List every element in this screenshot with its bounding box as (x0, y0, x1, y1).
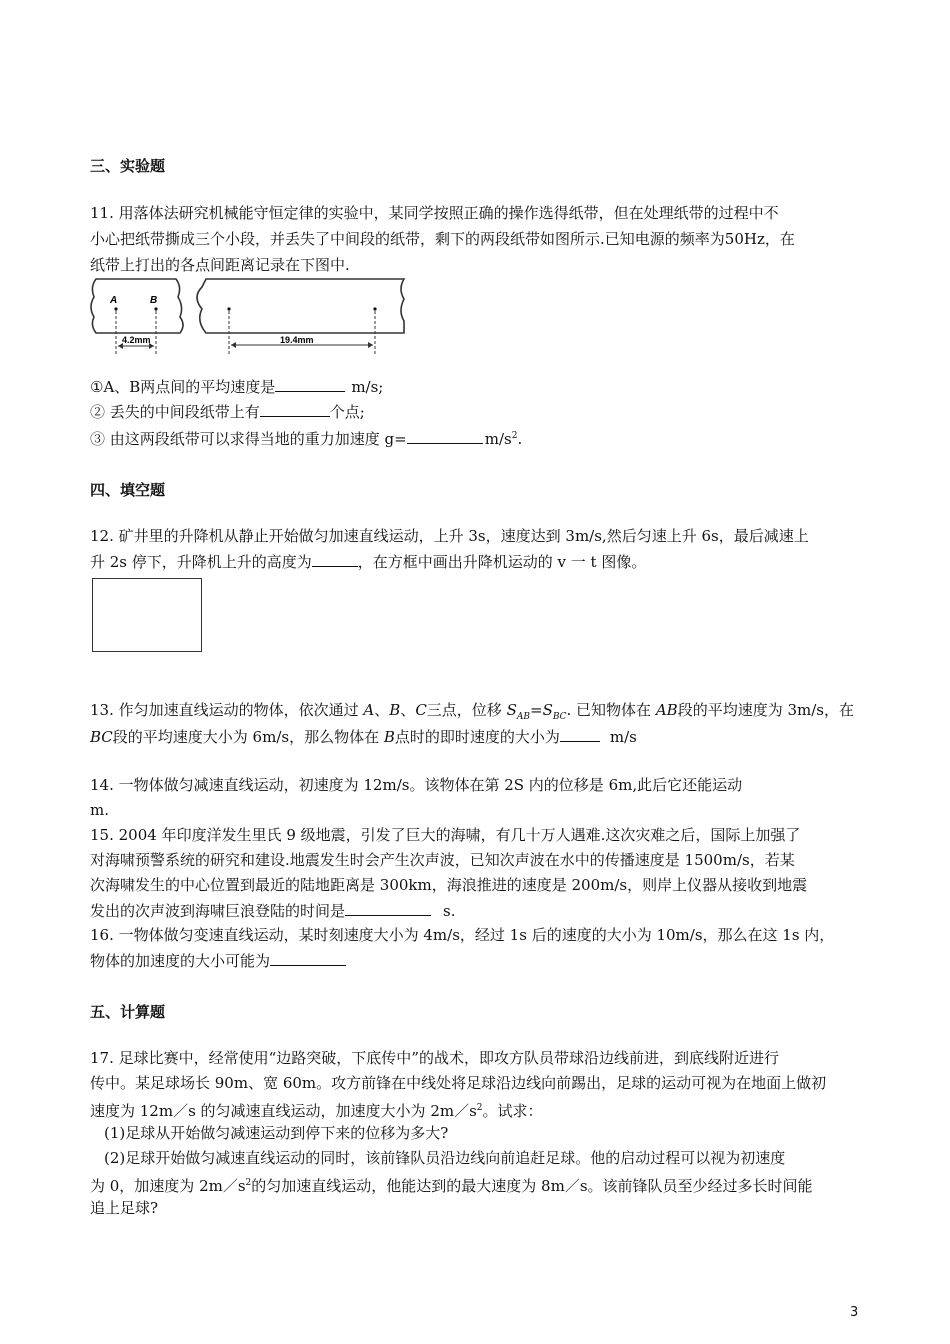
answer-blank[interactable] (560, 726, 600, 742)
vt-graph-box[interactable] (92, 578, 202, 652)
section-title-experiment: 三、实验题 (90, 157, 166, 175)
point-a (114, 307, 117, 310)
q12-line-1: 12. 矿井里的升降机从静止开始做匀加速直线运动，上升 3s，速度达到 3m/s,然后匀速上升 6s，最后减速上 (90, 527, 809, 545)
q17-line-2: 传中。某足球场长 90m、宽 60m。攻方前锋在中线处将足球沿边线向前踢出，足球的运动可视为在地面上做初 (90, 1074, 827, 1092)
q17-line-6: 为 0，加速度为 $2m/s^2$的匀加速直线运动，他能达到的最大速度为 8m／s。该前锋队员至少经过多长时间能 (90, 1177, 813, 1195)
section-title-fill: 四、填空题 (90, 481, 166, 499)
tape-right-piece (197, 279, 404, 333)
label-a: A (110, 295, 118, 306)
q13-line-1: 13. 作匀加速直线运动的物体，依次通过 A、B、C三点，位移 $S_{AB}=S_{BC}$. 已知物体在 AB段的平均速度为 3m/s，在 (90, 701, 854, 722)
q15-line-2: 对海啸预警系统的研究和建设.地震发生时会产生次声波，已知次声波在水中的传播速度是 1500m/s，若某 (90, 851, 795, 869)
q17-part-2: (2)足球开始做匀减速直线运动的同时，该前锋队员沿边线向前追赶足球。他的启动过程可以视为初速度 (104, 1149, 786, 1167)
q16-line-2: 物体的加速度的大小可能为 (90, 950, 346, 971)
q12-line-2: 升 2s 停下，升降机上升的高度为 ，在方框中画出升降机运动的 v 一 t 图像。 (90, 553, 647, 571)
point-c (227, 307, 230, 310)
q11-line-2: 小心把纸带撕成三个小段，并丢失了中间段的纸带，剩下的两段纸带如图所示.已知电源的频率为50Hz，在 (90, 230, 795, 248)
answer-blank[interactable] (260, 401, 330, 417)
tape-left-piece (91, 279, 183, 333)
answer-blank[interactable] (407, 428, 483, 444)
q17-line-3: 速度为 12m／s 的匀减速直线运动，加速度大小为 $2m/s^2$。试求： (90, 1102, 543, 1120)
point-d (373, 307, 376, 310)
q11-line-3: 纸带上打出的各点间距离记录在下图中. (90, 256, 350, 274)
q17-part-1: (1)足球从开始做匀减速运动到停下来的位移为多大? (104, 1124, 449, 1142)
q11-sub-1: ①A、B两点间的平均速度是 m/s; (90, 378, 384, 396)
q14-line-2: m. (90, 801, 109, 819)
paper-tape-figure (88, 275, 418, 355)
q15-line-3: 次海啸发生的中心位置到最近的陆地距离是 300km，海浪推进的速度是 200m/s，则岸上仪器从接收到地震 (90, 876, 808, 894)
q14-line-1: 14. 一物体做匀减速直线运动，初速度为 12m/s。该物体在第 2S 内的位移是 6m,此后它还能运动 (90, 776, 743, 794)
section-title-calc: 五、计算题 (90, 1003, 166, 1021)
q15-line-4: 发出的次声波到海啸巨浪登陆的时间是 s. (90, 902, 456, 920)
q13-line-2: BC段的平均速度大小为 6m/s，那么物体在 B点时的即时速度的大小为 m/s (90, 728, 637, 746)
label-b: B (150, 295, 158, 306)
dim-left-label: 4.2mm (122, 335, 151, 345)
answer-blank[interactable] (270, 950, 346, 966)
q17-line-1: 17. 足球比赛中，经常使用“边路突破，下底传中”的战术，即攻方队员带球沿边线前进，到底线附近进行 (90, 1049, 779, 1067)
answer-blank[interactable] (312, 551, 358, 567)
page-number: 3 (850, 1305, 859, 1320)
q11-sub-3: ③ 由这两段纸带可以求得当地的重力加速度 $g= m/s^2$. (90, 430, 523, 448)
q17-line-7: 追上足球? (90, 1199, 159, 1217)
q11-line-1: 11. 用落体法研究机械能守恒定律的实验中，某同学按照正确的操作选得纸带，但在处理纸带的过程中不 (90, 204, 779, 222)
answer-blank[interactable] (275, 376, 345, 392)
dim-right-label: 19.4mm (280, 335, 314, 345)
q15-line-1: 15. 2004 年印度洋发生里氏 9 级地震，引发了巨大的海啸，有几十万人遇难.这次灾难之后，国际上加强了 (90, 826, 801, 844)
point-b (154, 307, 157, 310)
answer-blank[interactable] (345, 900, 431, 916)
q16-line-1: 16. 一物体做匀变速直线运动，某时刻速度大小为 4m/s，经过 1s 后的速度的大小为 10m/s，那么在这 1s 内， (90, 926, 835, 944)
q11-sub-2: ② 丢失的中间段纸带上有 个点; (90, 403, 365, 421)
